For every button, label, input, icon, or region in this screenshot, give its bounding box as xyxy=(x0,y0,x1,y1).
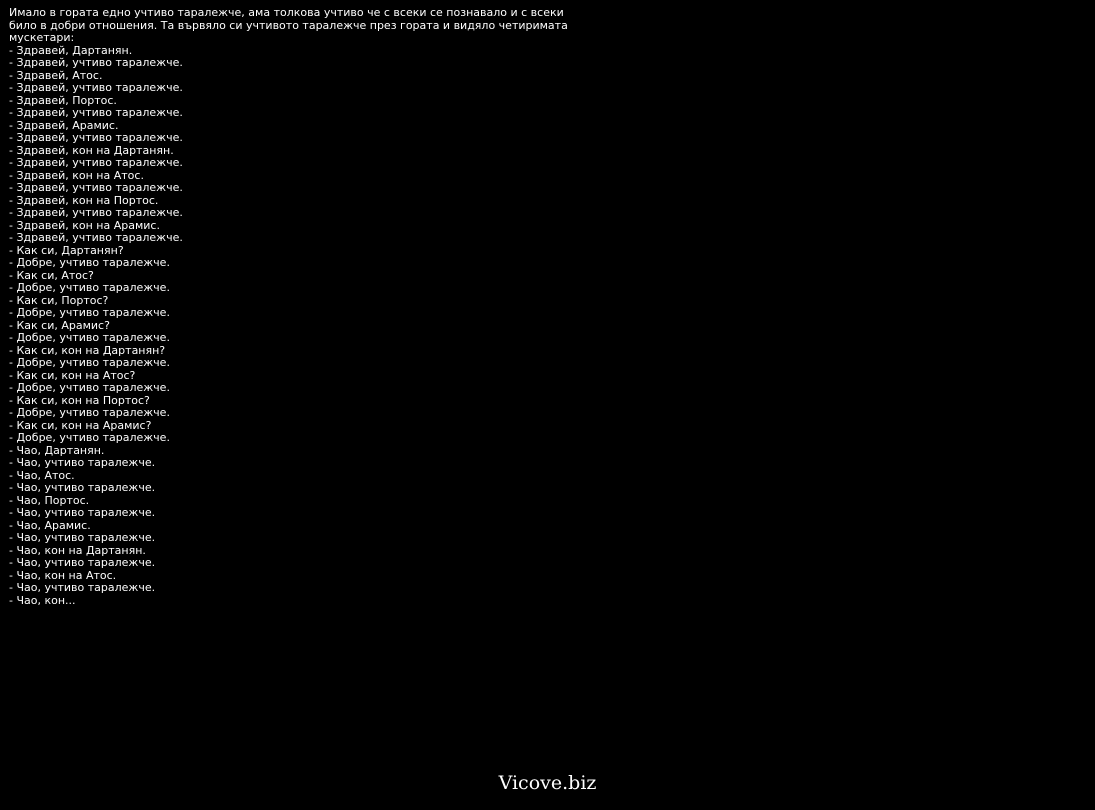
dialogue-line: - Здравей, учтиво таралежче. xyxy=(9,231,183,244)
dialogue-line: - Здравей, учтиво таралежче. xyxy=(9,131,183,144)
dialogue-line: - Чао, Портос. xyxy=(9,493,90,507)
dialogue-line: - Чао, учтиво таралежче. xyxy=(9,481,156,494)
dialogue-line: - Здравей, кон на Дартанян. xyxy=(9,143,174,157)
dialogue-line: - Добре, учтиво таралежче. xyxy=(9,331,170,344)
dialogue-line: - Чао, учтиво таралежче. xyxy=(9,506,156,519)
dialogue-line: - Чао, учтиво таралежче. xyxy=(9,556,156,569)
dialogue-line: - Здравей, кон на Портос. xyxy=(9,193,159,207)
dialogue-line: - Добре, учтиво таралежче. xyxy=(9,431,170,444)
dialogue-line: - Как си, Атос? xyxy=(9,268,94,282)
dialogue-line: - Здравей, кон на Атос. xyxy=(9,168,144,182)
dialogue-line: - Здравей, Атос. xyxy=(9,68,103,82)
dialogue-line: - Чао, учтиво таралежче. xyxy=(9,581,156,594)
dialogue-line: - Как си, кон на Арамис? xyxy=(9,418,152,432)
dialogue-line: - Здравей, Портос. xyxy=(9,93,117,107)
dialogue-line: - Как си, Дартанян? xyxy=(9,243,124,257)
dialogue-line: - Чао, кон на Дартанян. xyxy=(9,543,146,557)
story-intro: Имало в гората едно учтиво таралежче, ама толкова учтиво че с всеки се познавало и с всеки било в добри отношения. Та вървяло си учтивото таралежче през гората и видяло четиримата мускетари: xyxy=(9,6,568,44)
dialogue-line: - Здравей, кон на Арамис. xyxy=(9,218,160,232)
dialogue-line: - Как си, кон на Атос? xyxy=(9,368,136,382)
dialogue-line: - Здравей, учтиво таралежче. xyxy=(9,81,183,94)
dialogue-list xyxy=(9,45,569,608)
dialogue-line: - Чао, Арамис. xyxy=(9,518,91,532)
dialogue-line: - Добре, учтиво таралежче. xyxy=(9,381,170,394)
dialogue-line: - Добре, учтиво таралежче. xyxy=(9,256,170,269)
dialogue-line: - Здравей, учтиво таралежче. xyxy=(9,156,183,169)
dialogue-line: - Добре, учтиво таралежче. xyxy=(9,356,170,369)
dialogue-line: - Как си, Арамис? xyxy=(9,318,110,332)
dialogue-line: - Здравей, учтиво таралежче. xyxy=(9,206,183,219)
dialogue-line: - Чао, Дартанян. xyxy=(9,443,105,457)
site-watermark: Vicove.biz xyxy=(498,772,597,794)
dialogue-line: - Чао, Атос. xyxy=(9,468,75,482)
dialogue-line: - Здравей, учтиво таралежче. xyxy=(9,106,183,119)
dialogue-line: - Здравей, Арамис. xyxy=(9,118,119,132)
dialogue-line: - Здравей, Дартанян. xyxy=(9,43,133,57)
dialogue-line: - Как си, кон на Портос? xyxy=(9,393,150,407)
dialogue-line: - Чао, кон на Атос. xyxy=(9,568,117,582)
dialogue-line: - Как си, Портос? xyxy=(9,293,109,307)
dialogue-line: - Добре, учтиво таралежче. xyxy=(9,406,170,419)
dialogue-line: - Добре, учтиво таралежче. xyxy=(9,306,170,319)
dialogue-line: - Добре, учтиво таралежче. xyxy=(9,281,170,294)
dialogue-line: - Здравей, учтиво таралежче. xyxy=(9,56,183,69)
dialogue-line: - Здравей, учтиво таралежче. xyxy=(9,181,183,194)
dialogue-line: - Как си, кон на Дартанян? xyxy=(9,343,166,357)
dialogue-line: - Чао, учтиво таралежче. xyxy=(9,456,156,469)
dialogue-line: - Чао, учтиво таралежче. xyxy=(9,531,156,544)
dialogue-line: - Чао, кон... xyxy=(9,593,76,607)
story-text-block xyxy=(9,7,569,607)
